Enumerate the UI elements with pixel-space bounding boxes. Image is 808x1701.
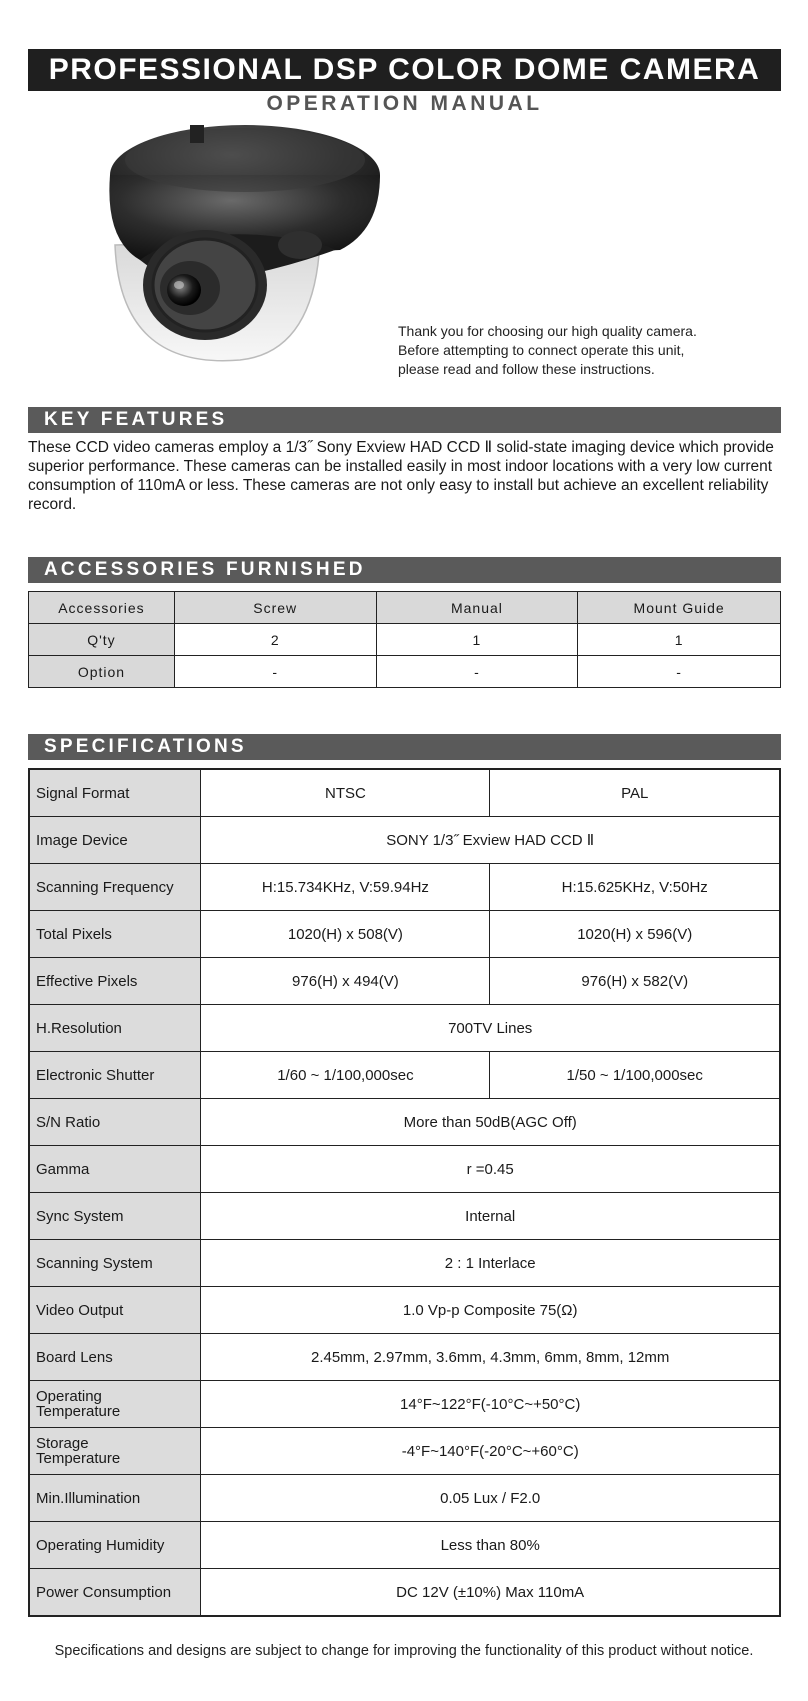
table-cell: 2 — [174, 624, 376, 656]
key-features-text: These CCD video cameras employ a 1/3˝ Sony Exview HAD CCD Ⅱ solid-state imaging device which provide superior performance. These cameras can be installed easily in most indoor locations with a very low current consumption of 110mA or less. These cameras are not only easy to install but achieve an excellent reliability record. — [28, 439, 774, 513]
spec-value-ntsc: H:15.734KHz, V:59.94Hz — [201, 864, 490, 911]
row-header: Option — [29, 656, 175, 688]
intro-line: Before attempting to connect operate this unit, — [398, 342, 685, 358]
spec-value: 700TV Lines — [201, 1005, 780, 1052]
table-row — [29, 1475, 780, 1522]
accessories-heading: ACCESSORIES FURNISHED — [28, 557, 781, 583]
spec-value-pal: H:15.625KHz, V:50Hz — [490, 864, 780, 911]
spec-label: Min.Illumination — [29, 1475, 201, 1522]
spec-value-ntsc: 1/60 ~ 1/100,000sec — [201, 1052, 490, 1099]
table-row — [29, 656, 781, 688]
table-row — [29, 1522, 780, 1569]
table-row — [29, 1428, 780, 1475]
spec-value-pal: 976(H) x 582(V) — [490, 958, 780, 1005]
table-row — [29, 1005, 780, 1052]
spec-value: More than 50dB(AGC Off) — [201, 1099, 780, 1146]
spec-value: Less than 80% — [201, 1522, 780, 1569]
table-row — [29, 1334, 780, 1381]
spec-label: H.Resolution — [29, 1005, 201, 1052]
spec-value: 2 : 1 Interlace — [201, 1240, 780, 1287]
table-row — [29, 1099, 780, 1146]
spec-value: 2.45mm, 2.97mm, 3.6mm, 4.3mm, 6mm, 8mm, 12mm — [201, 1334, 780, 1381]
spec-label-line: Temperature — [36, 1403, 121, 1420]
spec-label: Power Consumption — [29, 1569, 201, 1617]
table-row — [29, 1569, 780, 1617]
table-header-row — [29, 592, 781, 624]
spec-value: 1.0 Vp-p Composite 75(Ω) — [201, 1287, 780, 1334]
spec-value: 14°F~122°F(-10°C~+50°C) — [201, 1381, 780, 1428]
spec-label-line: Operating — [36, 1388, 102, 1405]
spec-label: Electronic Shutter — [29, 1052, 201, 1099]
table-row — [29, 1287, 780, 1334]
table-cell: 1 — [376, 624, 578, 656]
spec-value: SONY 1/3˝ Exview HAD CCD Ⅱ — [201, 817, 780, 864]
table-cell: - — [174, 656, 376, 688]
spec-label-line: Temperature — [36, 1450, 121, 1467]
spec-value-ntsc: 976(H) x 494(V) — [201, 958, 490, 1005]
spec-label: Total Pixels — [29, 911, 201, 958]
spec-label: Sync System — [29, 1193, 201, 1240]
spec-value-pal: PAL — [490, 769, 780, 817]
spec-label — [29, 1428, 201, 1475]
spec-label: S/N Ratio — [29, 1099, 201, 1146]
spec-label — [29, 1381, 201, 1428]
table-row — [29, 958, 780, 1005]
document-title: PROFESSIONAL DSP COLOR DOME CAMERA — [28, 49, 781, 91]
spec-value-ntsc: 1020(H) x 508(V) — [201, 911, 490, 958]
spec-value-pal: 1/50 ~ 1/100,000sec — [490, 1052, 780, 1099]
table-row — [29, 864, 780, 911]
spec-value: DC 12V (±10%) Max 110mA — [201, 1569, 780, 1617]
spec-value-pal: 1020(H) x 596(V) — [490, 911, 780, 958]
table-cell: - — [578, 656, 781, 688]
intro-text — [398, 322, 788, 379]
spec-label: Scanning System — [29, 1240, 201, 1287]
footnote: Specifications and designs are subject to change for improving the functionality of this product without notice. — [54, 1643, 754, 1659]
spec-label: Video Output — [29, 1287, 201, 1334]
spec-label: Signal Format — [29, 769, 201, 817]
table-row — [29, 1240, 780, 1287]
specifications-table — [28, 768, 781, 1617]
spec-value: r =0.45 — [201, 1146, 780, 1193]
accessories-table — [28, 591, 781, 688]
intro-line: Thank you for choosing our high quality camera. — [398, 323, 697, 339]
spec-label: Effective Pixels — [29, 958, 201, 1005]
spec-value: 0.05 Lux / F2.0 — [201, 1475, 780, 1522]
column-header: Manual — [376, 592, 578, 624]
spec-label: Scanning Frequency — [29, 864, 201, 911]
table-cell: - — [376, 656, 578, 688]
table-row — [29, 1381, 780, 1428]
specifications-heading: SPECIFICATIONS — [28, 734, 781, 760]
spec-value: -4°F~140°F(-20°C~+60°C) — [201, 1428, 780, 1475]
spec-label: Gamma — [29, 1146, 201, 1193]
table-row — [29, 1146, 780, 1193]
spec-label: Board Lens — [29, 1334, 201, 1381]
table-row — [29, 624, 781, 656]
table-row — [29, 769, 780, 817]
table-row — [29, 817, 780, 864]
spec-label: Operating Humidity — [29, 1522, 201, 1569]
intro-line: please read and follow these instructions. — [398, 361, 655, 377]
row-header: Q'ty — [29, 624, 175, 656]
column-header: Accessories — [29, 592, 175, 624]
table-row — [29, 911, 780, 958]
spec-label-line: Storage — [36, 1435, 89, 1452]
table-cell: 1 — [578, 624, 781, 656]
key-features-heading: KEY FEATURES — [28, 407, 781, 433]
column-header: Mount Guide — [578, 592, 781, 624]
spec-value-ntsc: NTSC — [201, 769, 490, 817]
document-subtitle: OPERATION MANUAL — [266, 92, 543, 115]
dome-camera-image — [80, 120, 390, 390]
spec-label: Image Device — [29, 817, 201, 864]
column-header: Screw — [174, 592, 376, 624]
table-row — [29, 1052, 780, 1099]
table-row — [29, 1193, 780, 1240]
spec-value: Internal — [201, 1193, 780, 1240]
